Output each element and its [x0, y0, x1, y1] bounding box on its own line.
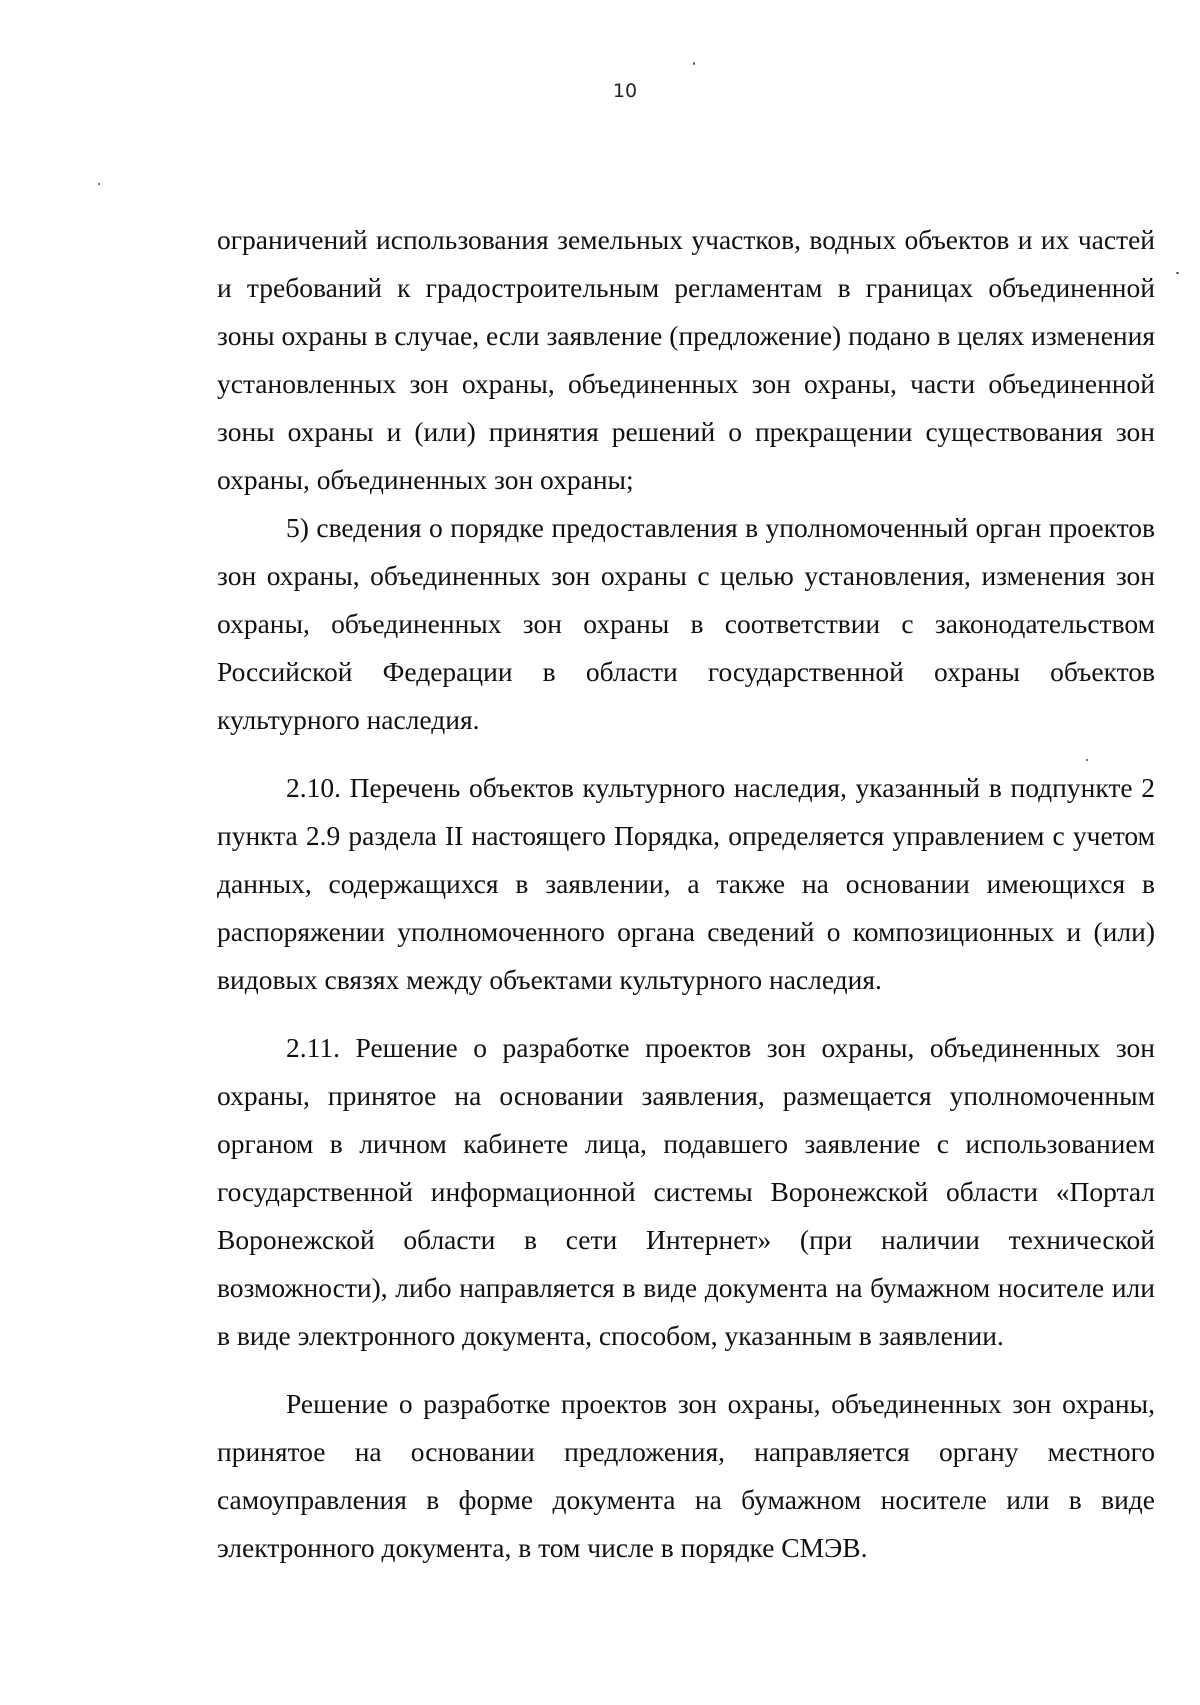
scan-artifact-mark: [98, 183, 100, 185]
scan-artifact-mark: [1176, 272, 1179, 274]
scan-artifact-mark: [693, 62, 695, 65]
paragraph-2-11: 2.11. Решение о разработке проектов зон охраны, объединенных зон охраны, принятое на основании заявления, размещается уполномоченным органом в личном кабинете лица, подавшего заявление с использованием государственной информационной системы Воронежской области «Портал Воронежской области в сети Интернет» (при наличии технической возможности), либо направляется в виде документа на бумажном носителе или в виде электронного документа, способом, указанным в заявлении.: [217, 1032, 1155, 1351]
page-number: 10: [612, 80, 638, 102]
paragraph-continuation: ограничений использования земельных участков, водных объектов и их частей и требований к градостроительным регламентам в границах объединенной зоны охраны в случае, если заявление (предложение) подано в целях изменения установленных зон охраны, объединенных зон охраны, части объединенной зоны охраны и (или) принятия решений о прекращении существования зон охраны, объединенных зон охраны;: [217, 224, 1155, 495]
paragraph-2-10: 2.10. Перечень объектов культурного наследия, указанный в подпункте 2 пункта 2.9 раздела II настоящего Порядка, определяется управлением с учетом данных, содержащихся в заявлении, а также на основании имеющихся в распоряжении уполномоченного органа сведений о композиционных и (или) видовых связях между объектами культурного наследия.: [217, 772, 1155, 995]
paragraph-decision-proposal: Решение о разработке проектов зон охраны, объединенных зон охраны, принятое на основании предложения, направляется органу местного самоуправления в форме документа на бумажном носителе или в виде электронного документа, в том числе в порядке СМЭВ.: [217, 1388, 1155, 1563]
paragraph-item-5: 5) сведения о порядке предоставления в уполномоченный орган проектов зон охраны, объединенных зон охраны с целью установления, изменения зон охраны, объединенных зон охраны в соответствии с законодательством Российской Федерации в области государственной охраны объектов культурного наследия.: [217, 512, 1155, 735]
document-body: [217, 216, 1155, 1572]
